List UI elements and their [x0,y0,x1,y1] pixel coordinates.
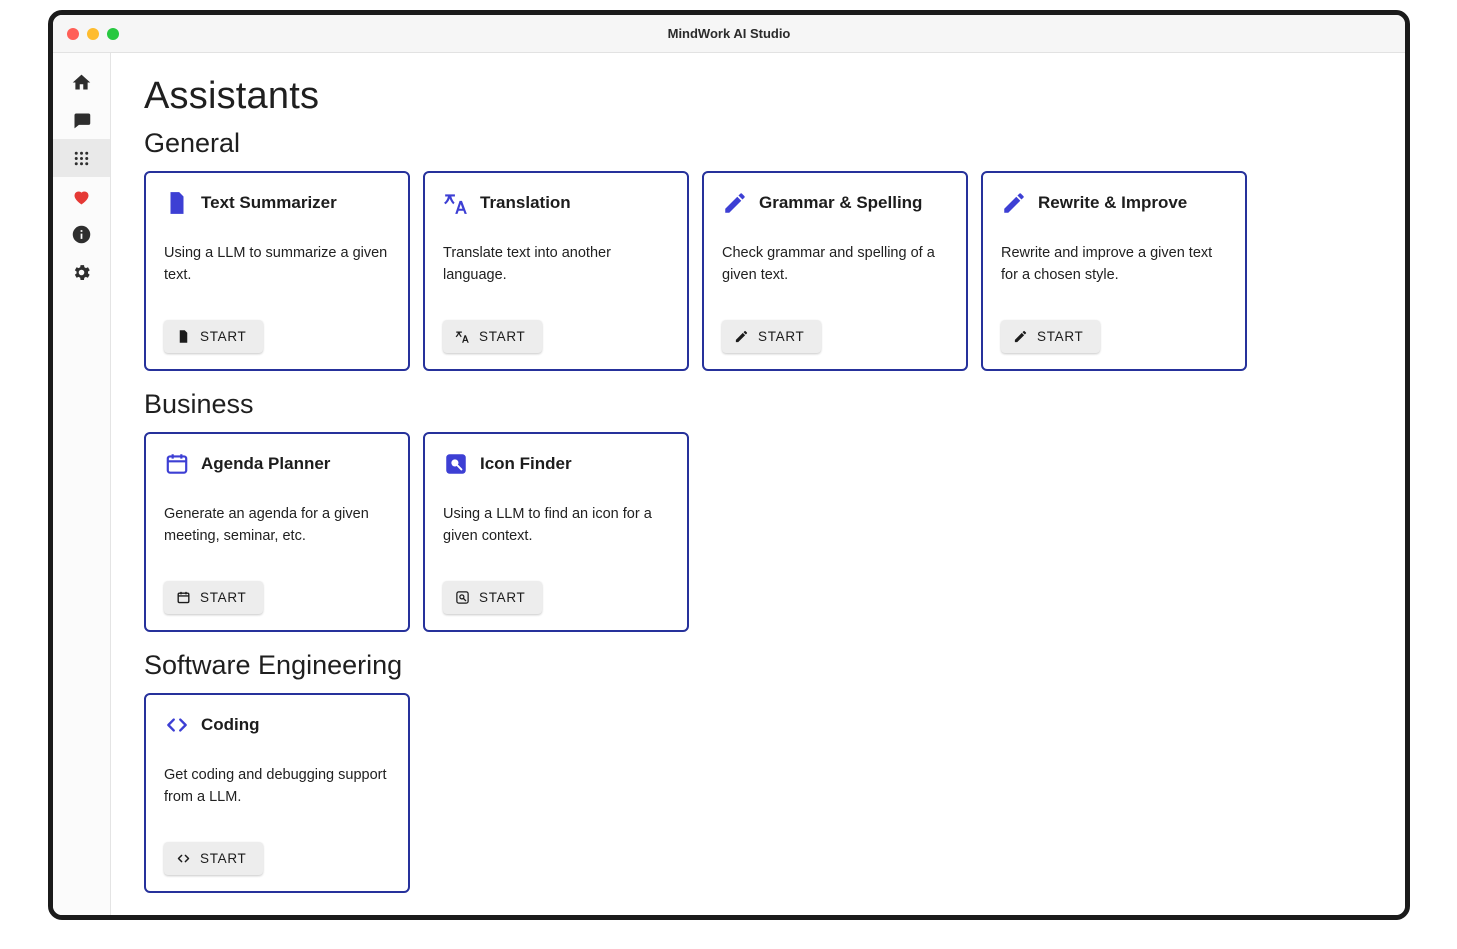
title-bar [53,15,1405,53]
card-header [1001,190,1227,216]
start-button-label: START [200,589,247,605]
card-description: Translate text into another language. [443,245,611,284]
document-text-icon [176,329,191,344]
home-icon [71,72,92,93]
zoom-window-button[interactable] [107,28,119,40]
assistant-card-grammar-spelling[interactable] [702,171,968,371]
sidebar-item-favorites[interactable] [53,177,110,215]
card-title: Icon Finder [480,454,572,473]
sidebar-item-home[interactable] [53,63,110,101]
app-window [48,10,1410,920]
sidebar-item-settings[interactable] [53,253,110,291]
assistant-card-text-summarizer[interactable] [144,171,410,371]
pencil-icon [722,190,748,216]
calendar-icon [164,451,190,477]
section-title-business: Business [144,389,254,419]
heart-icon [71,186,92,207]
start-button-agenda-planner[interactable] [164,581,263,614]
calendar-icon [176,590,191,605]
start-button-grammar-spelling[interactable] [722,320,821,353]
start-button-coding[interactable] [164,842,263,875]
close-window-button[interactable] [67,28,79,40]
card-description: Using a LLM to find an icon for a given context. [443,506,652,545]
translate-icon [455,329,470,344]
start-button-label: START [1037,328,1084,344]
info-icon [71,224,92,245]
assistant-card-coding[interactable] [144,693,410,893]
code-brackets-icon [176,851,191,866]
card-row-general [144,171,1405,371]
gear-icon [71,262,92,283]
card-header [164,712,390,738]
main-content [111,53,1405,915]
pencil-icon [1013,329,1028,344]
sidebar-item-about[interactable] [53,215,110,253]
card-row-business [144,432,1405,632]
traffic-light-group [67,28,119,40]
card-header [164,190,390,216]
window-body [53,53,1405,915]
assistant-card-agenda-planner[interactable] [144,432,410,632]
start-button-text-summarizer[interactable] [164,320,263,353]
apps-grid-icon [71,148,92,169]
start-button-label: START [200,328,247,344]
section-title-general: General [144,128,241,158]
card-row-software-engineering [144,693,1405,893]
start-button-label: START [200,850,247,866]
assistant-card-icon-finder[interactable] [423,432,689,632]
sidebar [53,53,111,915]
section-title-software-engineering: Software Engineering [144,650,403,680]
card-description: Get coding and debugging support from a LLM. [164,767,387,806]
start-button-rewrite-improve[interactable] [1001,320,1100,353]
image-search-icon [443,451,469,477]
card-header [443,190,669,216]
card-title: Agenda Planner [201,454,331,473]
assistant-card-rewrite-improve[interactable] [981,171,1247,371]
start-button-translation[interactable] [443,320,542,353]
page-title: Assistants [144,75,320,117]
card-header [164,451,390,477]
card-description: Generate an agenda for a given meeting, seminar, etc. [164,506,369,545]
document-text-icon [164,190,190,216]
card-title: Translation [480,193,571,212]
start-button-label: START [479,328,526,344]
card-description: Rewrite and improve a given text for a chosen style. [1001,245,1213,284]
window-title: MindWork AI Studio [667,26,791,41]
assistant-card-translation[interactable] [423,171,689,371]
card-header [722,190,948,216]
image-search-icon [455,590,470,605]
card-title: Rewrite & Improve [1038,193,1188,212]
start-button-label: START [758,328,805,344]
card-title: Coding [201,715,260,734]
card-title: Text Summarizer [201,193,337,212]
card-header [443,451,669,477]
start-button-icon-finder[interactable] [443,581,542,614]
code-brackets-icon [164,712,190,738]
card-description: Using a LLM to summarize a given text. [164,245,388,284]
minimize-window-button[interactable] [87,28,99,40]
sidebar-item-assistants[interactable] [53,139,110,177]
translate-icon [443,190,469,216]
pencil-icon [1001,190,1027,216]
sidebar-item-chat[interactable] [53,101,110,139]
start-button-label: START [479,589,526,605]
pencil-icon [734,329,749,344]
card-description: Check grammar and spelling of a given text. [722,245,935,284]
chat-icon [71,110,92,131]
card-title: Grammar & Spelling [759,193,923,212]
